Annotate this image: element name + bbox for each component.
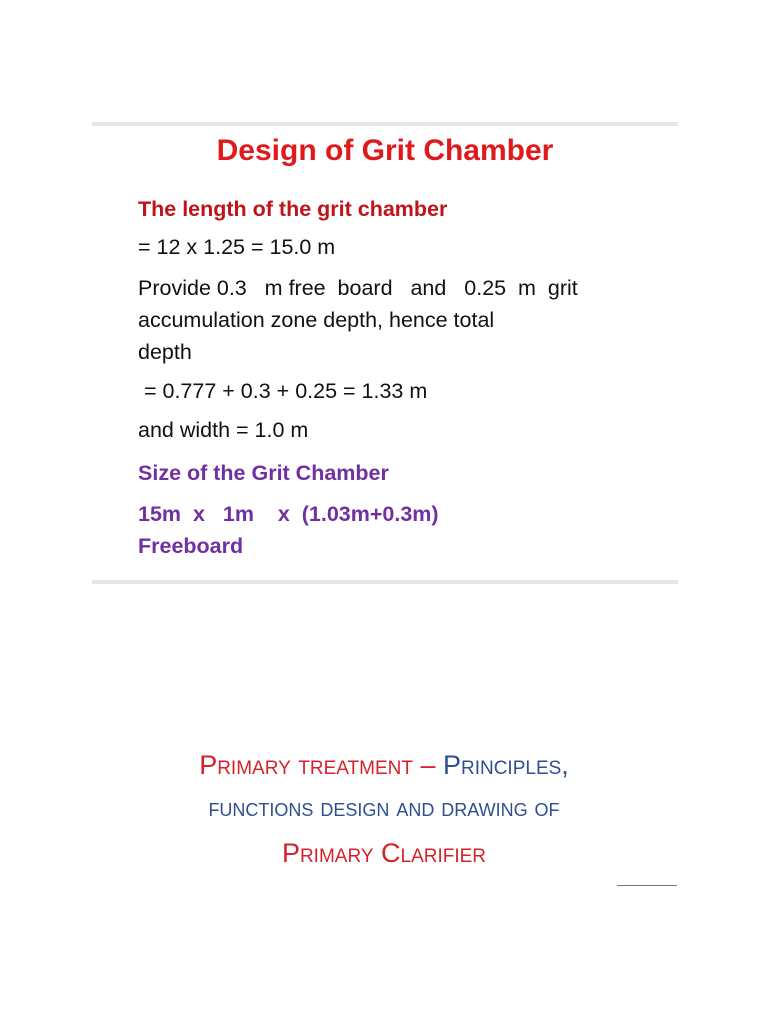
size-heading: Size of the Grit Chamber (138, 461, 389, 485)
depth-calculation: = 0.777 + 0.3 + 0.25 = 1.33 m (138, 379, 428, 403)
length-heading: The length of the grit chamber (138, 197, 448, 221)
slide-bottom-border (92, 580, 678, 584)
heading-principles: Principles, (442, 750, 569, 780)
section-heading-line-1 (0, 750, 768, 781)
size-value: 15m x 1m x (1.03m+0.3m) (138, 502, 439, 526)
footer-rule (617, 885, 677, 886)
provide-freeboard-line: Provide 0.3 m free board and 0.25 m grit (138, 276, 578, 300)
slide-title: Design of Grit Chamber (216, 134, 554, 167)
accumulation-line: accumulation zone depth, hence total (138, 308, 495, 332)
heading-primary-treatment: Primary treatment – (199, 750, 443, 780)
freeboard-label: Freeboard (138, 534, 244, 558)
length-calculation: = 12 x 1.25 = 15.0 m (138, 235, 336, 259)
width-line: and width = 1.0 m (138, 418, 309, 442)
slide-top-border (92, 122, 678, 126)
depth-line: depth (138, 340, 192, 364)
section-heading-line-3: Primary Clarifier (281, 838, 487, 868)
section-heading-line-2: functions design and drawing of (208, 794, 560, 822)
